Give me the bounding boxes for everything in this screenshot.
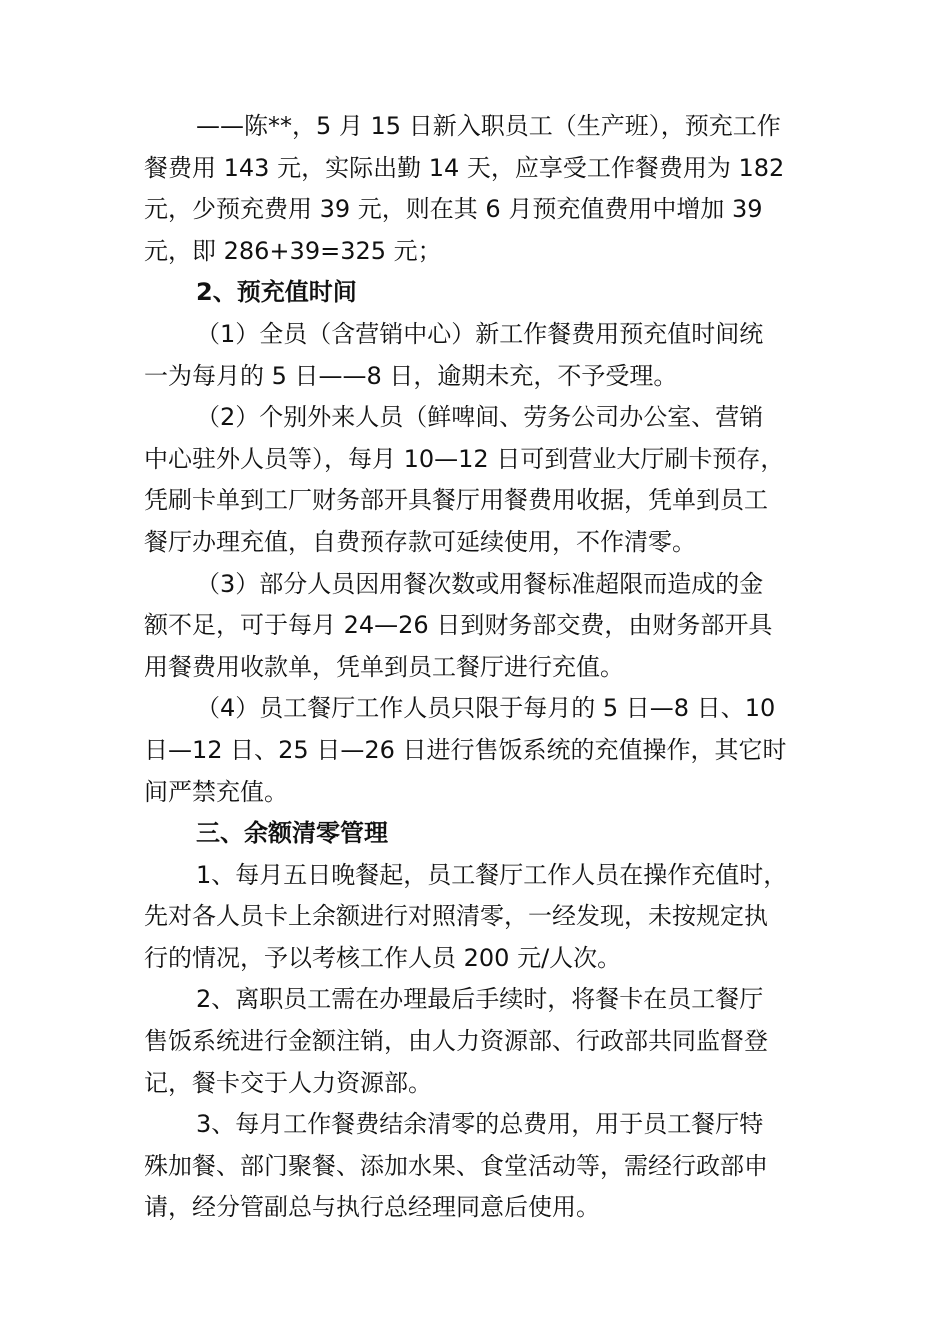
text-line: 殊加餐、部门聚餐、添加水果、食堂活动等，需经行政部申 [144, 1151, 768, 1180]
text-line: 记，餐卡交于人力资源部。 [144, 1068, 432, 1097]
heading-text: 2、预充值时间 [196, 278, 357, 307]
section-heading-balance-clearing [144, 813, 812, 855]
paragraph-item-4 [144, 688, 812, 813]
text-line: 行的情况，予以考核工作人员 200 元/人次。 [144, 943, 622, 972]
text-line: 餐费用 143 元，实际出勤 14 天，应享受工作餐费用为 182 [144, 153, 785, 182]
text-line: 售饭系统进行金额注销，由人力资源部、行政部共同监督登 [144, 1027, 768, 1056]
text-line: 1、每月五日晚餐起，员工餐厅工作人员在操作充值时， [196, 860, 788, 889]
text-line: （2）个别外来人员（鲜啤间、劳务公司办公室、营销 [196, 403, 764, 432]
text-line: 额不足，可于每月 24—26 日到财务部交费，由财务部开具 [144, 611, 773, 640]
paragraph-item-1 [144, 314, 812, 397]
text-line: 元，少预充费用 39 元，则在其 6 月预充值费用中增加 39 [144, 195, 763, 224]
paragraph-clearing-3 [144, 1104, 812, 1229]
paragraph-example-chen [144, 106, 812, 272]
section-heading-recharge-time [144, 272, 812, 314]
paragraph-item-2 [144, 397, 812, 563]
text-line: 请，经分管副总与执行总经理同意后使用。 [144, 1193, 600, 1222]
text-line: 先对各人员卡上余额进行对照清零，一经发现，未按规定执 [144, 902, 768, 931]
text-line: 2、离职员工需在办理最后手续时，将餐卡在员工餐厅 [196, 985, 764, 1014]
paragraph-clearing-1 [144, 855, 812, 980]
text-line: 元，即 286+39=325 元； [144, 236, 442, 265]
text-line: 3、每月工作餐费结余清零的总费用，用于员工餐厅特 [196, 1110, 764, 1139]
heading-text: 三、余额清零管理 [196, 819, 388, 848]
text-line: 日—12 日、25 日—26 日进行售饭系统的充值操作，其它时 [144, 735, 787, 764]
paragraph-item-3 [144, 564, 812, 689]
text-line: 中心驻外人员等），每月 10—12 日可到营业大厅刷卡预存， [144, 444, 785, 473]
text-line: 用餐费用收款单，凭单到员工餐厅进行充值。 [144, 652, 624, 681]
text-line: 间严禁充值。 [144, 777, 288, 806]
paragraph-clearing-2 [144, 979, 812, 1104]
text-line: ——陈**，5 月 15 日新入职员工（生产班），预充工作 [196, 112, 781, 140]
text-line: 餐厅办理充值，自费预存款可延续使用，不作清零。 [144, 527, 696, 556]
text-line: 凭刷卡单到工厂财务部开具餐厅用餐费用收据，凭单到员工 [144, 486, 768, 515]
text-line: （3）部分人员因用餐次数或用餐标准超限而造成的金 [196, 569, 764, 598]
text-line: （4）员工餐厅工作人员只限于每月的 5 日—8 日、10 [196, 694, 776, 723]
text-line: 一为每月的 5 日——8 日，逾期未充，不予受理。 [144, 361, 678, 390]
document-page [144, 106, 812, 1229]
text-line: （1）全员（含营销中心）新工作餐费用预充值时间统 [196, 319, 764, 348]
